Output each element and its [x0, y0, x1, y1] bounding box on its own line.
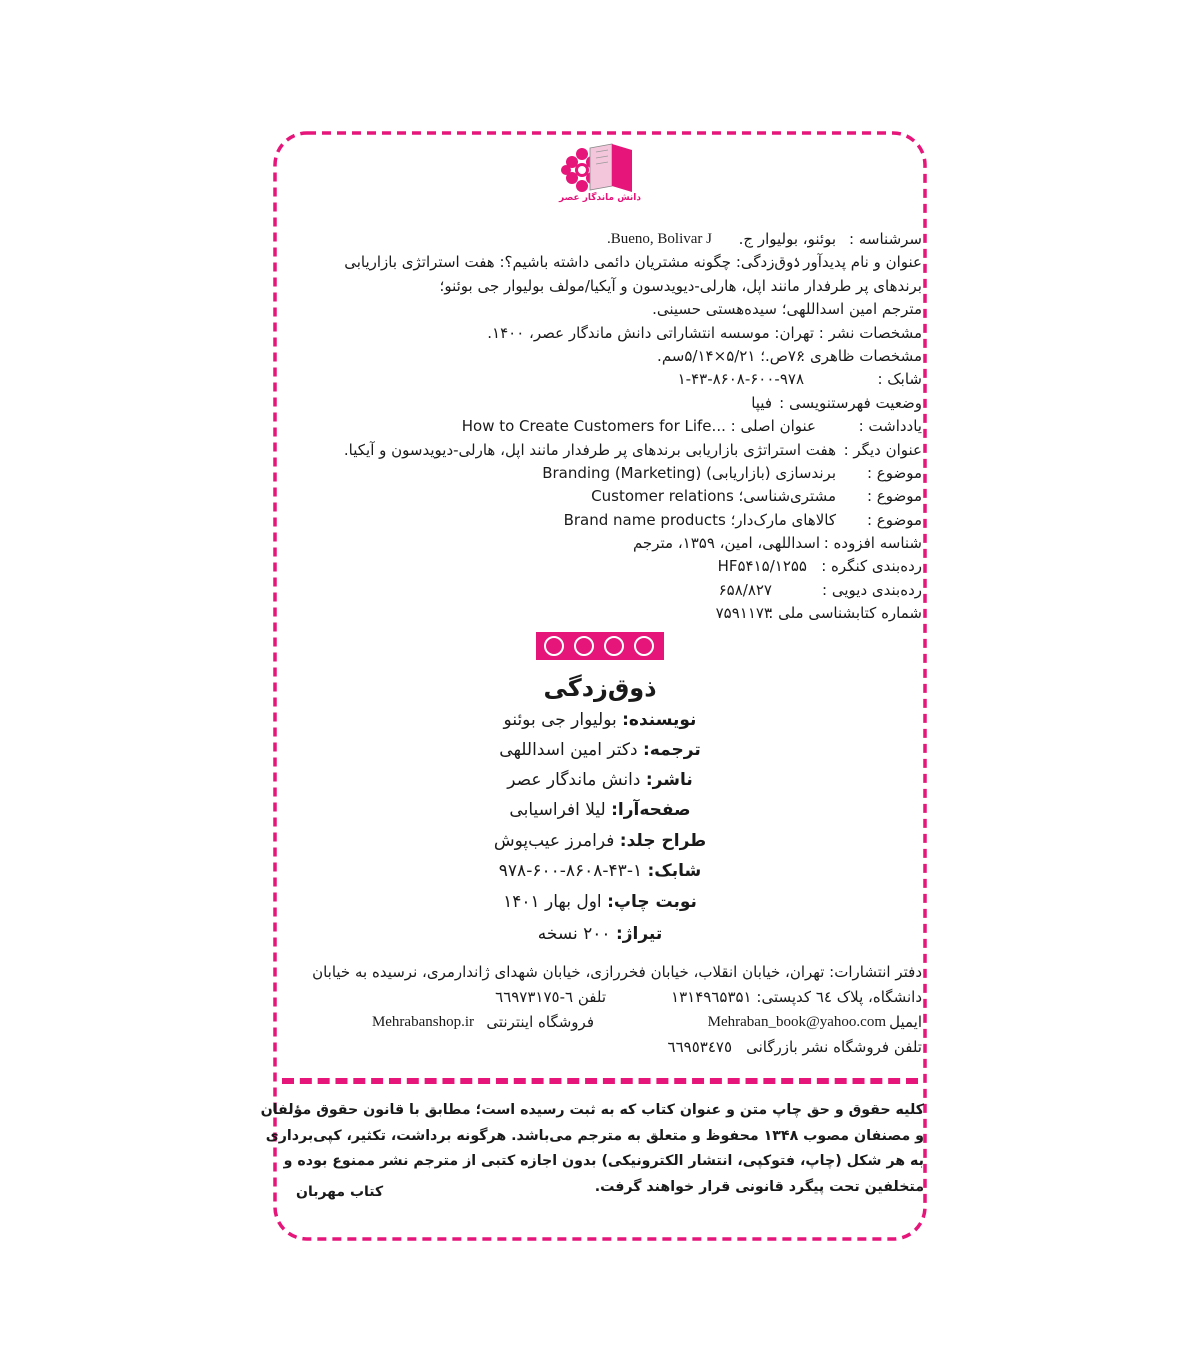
credit-value: فرامرز عیب‌پوش — [493, 831, 615, 851]
cip-label: موضوع : — [866, 487, 922, 506]
cip-value: تهران: موسسه انتشاراتی دانش ماندگار عصر، ۱۴۰۰. — [487, 323, 814, 342]
credit-value: لیلا افراسیابی — [509, 800, 606, 820]
cip-label: سرشناسه : — [849, 230, 922, 248]
credit-label: شابک: — [647, 861, 702, 881]
cip-row-status — [282, 392, 922, 415]
address-line — [282, 1010, 922, 1035]
cip-value: ۱-۴۳-۸۶۰۸-۶۰۰-۹۷۸ — [677, 370, 804, 389]
cip-label: مشخصات ظاهری : — [800, 346, 922, 365]
cip-label: یادداشت : — [858, 417, 922, 436]
copyright-line: به هر شکل (چاپ، فتوکپی، انتشار الکترونیکی) بدون اجازه کتبی از مترجم نشر ممنوع بوده و — [283, 1153, 924, 1169]
cip-catalog — [282, 228, 922, 626]
copyright-line: کلیه حقوق و حق چاپ متن و عنوان کتاب که به ثبت رسیده است؛ مطابق با قانون حقوق مؤلفان — [260, 1102, 924, 1118]
cip-row-other-title — [282, 439, 922, 462]
dots-ornament — [536, 632, 664, 660]
credit-value: دانش ماندگار عصر — [507, 770, 641, 790]
cip-row-note — [282, 415, 922, 438]
credit-publisher — [380, 766, 820, 794]
copyright-line: و مصنفان مصوب ۱۳۴۸ محفوظ و متعلق به مترجم می‌باشد. هرگونه برداشت، تکثیر، کپی‌برداری — [265, 1127, 924, 1144]
cip-value: کالاهای مارک‌دار؛ Brand name products — [563, 510, 836, 529]
cip-value: مترجم امین اسداللهی؛ سیده‌هستی حسینی. — [652, 300, 922, 319]
credit-value: ۱-۴۳-۸۶۰۸-۶۰۰-۹۷۸ — [498, 861, 643, 881]
credit-isbn — [380, 857, 820, 885]
book-title: ذوق‌زدگی — [543, 674, 657, 702]
cip-row-title — [282, 251, 922, 274]
credit-label: تیراژ: — [615, 924, 663, 944]
cip-label: رده‌بندی کنگره : — [821, 557, 922, 576]
address-text: دفتر انتشارات: تهران، خیابان انقلاب، خیابان فخررازی، خیابان شهدای ژاندارمری، نرسیده به خیابان — [312, 963, 922, 981]
cip-value: عنوان اصلی : ...How to Create Customers for Life — [461, 417, 816, 436]
cip-row-physical — [282, 345, 922, 368]
credit-label: نوبت چاپ: — [607, 892, 697, 912]
cip-label: شناسه افزوده : — [823, 534, 922, 553]
copyright-line: متخلفین تحت پیگرد قانونی قرار خواهند گرفت. — [594, 1178, 924, 1195]
credit-print-run — [380, 920, 820, 948]
dot-icon — [634, 636, 654, 656]
cip-label: وضعیت فهرستنویسی : — [779, 393, 922, 412]
address-line — [282, 1035, 922, 1060]
cip-value: برندهای پر طرفدار مانند اپل، هارلی-دیویدسون و آیکیا/مولف بولیوار جی بوئنو؛ — [439, 276, 922, 295]
dashed-separator — [282, 1078, 918, 1084]
cip-value: HF۵۴۱۵/۱۲۵۵ — [717, 557, 807, 576]
publisher-logo-text: دانش ماندگار عصر — [558, 193, 641, 203]
cip-label: عنوان و نام پدیدآور : — [793, 253, 922, 272]
email-link[interactable]: Mehraban_book@yahoo.com — [707, 1014, 886, 1030]
copyright-signature: کتاب مهربان — [296, 1184, 384, 1200]
cip-value-latin: Bueno, Bolivar J. — [607, 231, 712, 247]
shop-phone: ٦٦٩٥٣٤٧٥ — [667, 1038, 732, 1056]
cip-row-national — [282, 602, 922, 625]
credit-label: صفحه‌آرا: — [611, 800, 691, 820]
address-block — [282, 960, 922, 1060]
dot-icon — [604, 636, 624, 656]
cip-value: فیپا — [751, 393, 772, 412]
credit-value: اول بهار ۱۴۰۱ — [503, 892, 602, 912]
cip-row-subject — [282, 509, 922, 532]
cip-label: شابک : — [877, 370, 922, 389]
shop-label: فروشگاه اینترنتی — [486, 1013, 594, 1031]
shop-phone-label: تلفن فروشگاه نشر بازرگانی — [746, 1038, 922, 1056]
phone-text: تلفن ٦-٦٦٩٧٣١٧٥ — [495, 988, 606, 1006]
cip-row-dewey — [282, 579, 922, 602]
cip-label: عنوان دیگر : — [843, 440, 922, 459]
cip-value: ۷۶ص.؛ ۵/۲۱×۵/۱۴سم. — [657, 346, 804, 365]
cip-value: هفت استراتژی بازاریابی برندهای پر طرفدار مانند اپل، هارلی-دیویدسون و آیکیا. — [343, 440, 836, 459]
credit-value: بولیوار جی بوئنو — [503, 710, 617, 730]
cip-row-title-cont — [282, 275, 922, 298]
cip-row-author — [282, 228, 922, 251]
credit-label: نویسنده: — [622, 710, 697, 730]
shop-link[interactable]: Mehrabanshop.ir — [371, 1014, 474, 1030]
cip-value: مشتری‌شناسی؛ Customer relations — [591, 487, 836, 506]
credit-label: ترجمه: — [643, 740, 701, 760]
cip-row-publish — [282, 322, 922, 345]
cip-row-title-cont — [282, 298, 922, 321]
address-text: دانشگاه، پلاک ٦٤ کدپستی: ۱۳۱۴۹٦۵۳۵۱ — [671, 988, 922, 1006]
cip-value: بوئنو، بولیوار ج. — [738, 230, 836, 248]
credit-translator — [380, 736, 820, 764]
cip-label: مشخصات نشر : — [818, 323, 922, 342]
cip-label: رده‌بندی دیویی : — [822, 580, 922, 599]
cip-row-isbn — [282, 368, 922, 391]
credit-label: ناشر: — [645, 770, 693, 790]
cip-row-subject — [282, 485, 922, 508]
cip-label: موضوع : — [866, 463, 922, 482]
credit-layout — [380, 796, 820, 824]
address-line — [282, 985, 922, 1010]
cip-value: ۷۵۹۱۱۷۳ — [715, 604, 772, 623]
dot-icon — [574, 636, 594, 656]
credit-label: طراح جلد: — [619, 831, 707, 851]
cip-row-added — [282, 532, 922, 555]
cip-value: ۶۵۸/۸۲۷ — [718, 580, 772, 599]
cip-label: شماره کتابشناسی ملی : — [768, 604, 922, 623]
credit-value: دکتر امین اسداللهی — [499, 740, 638, 760]
cip-value: ذوق‌زدگی: چگونه مشتریان دائمی داشته باشیم؟: هفت استراتژی بازاریابی — [344, 253, 800, 272]
address-line — [282, 960, 922, 985]
cip-value: برندسازی (بازاریابی) (Branding (Marketing — [542, 463, 836, 482]
credit-edition — [380, 888, 820, 916]
cip-row-congress — [282, 555, 922, 578]
cip-label: موضوع : — [866, 510, 922, 529]
credit-author — [380, 706, 820, 734]
cip-row-subject — [282, 462, 922, 485]
dot-icon — [544, 636, 564, 656]
credit-cover — [380, 827, 820, 855]
credit-value: ۲۰۰ نسخه — [537, 924, 611, 944]
email-label: ایمیل — [889, 1013, 922, 1031]
cip-value: اسداللهی، امین، ۱۳۵۹، مترجم — [632, 534, 820, 553]
